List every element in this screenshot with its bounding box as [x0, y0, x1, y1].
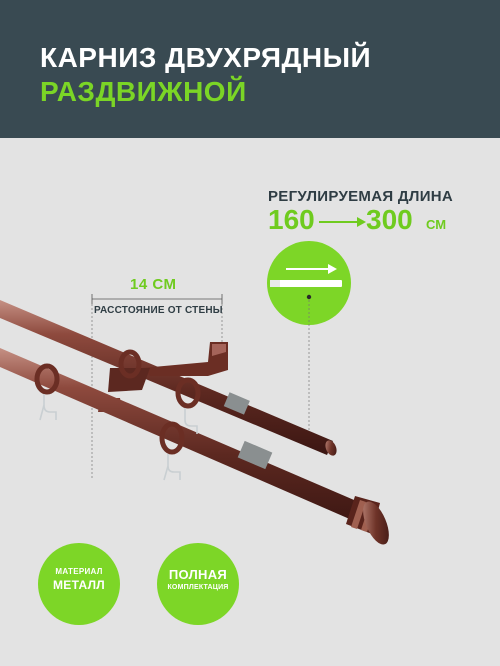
material-badge	[38, 543, 120, 625]
title-line-1: КАРНИЗ ДВУХРЯДНЫЙ	[40, 42, 372, 73]
range-arrow	[319, 217, 366, 227]
length-max: 300	[366, 204, 413, 235]
material-badge-caption: МАТЕРИАЛ	[55, 567, 103, 576]
completeness-badge	[157, 543, 239, 625]
completeness-badge-title: ПОЛНАЯ	[168, 567, 228, 582]
distance-label: РАССТОЯНИЕ ОТ СТЕНЫ	[94, 305, 223, 316]
material-badge-value: МЕТАЛЛ	[52, 578, 106, 592]
length-min: 160	[268, 204, 315, 235]
completeness-badge-caption: КОМПЛЕКТАЦИЯ	[167, 584, 229, 591]
length-unit: СМ	[426, 217, 447, 232]
distance-value: 14 СМ	[130, 276, 177, 293]
telescopic-arrow-icon	[267, 241, 351, 446]
title-line-2: РАЗДВИЖНОЙ	[40, 76, 247, 107]
length-label: РЕГУЛИРУЕМАЯ ДЛИНА	[268, 188, 454, 205]
